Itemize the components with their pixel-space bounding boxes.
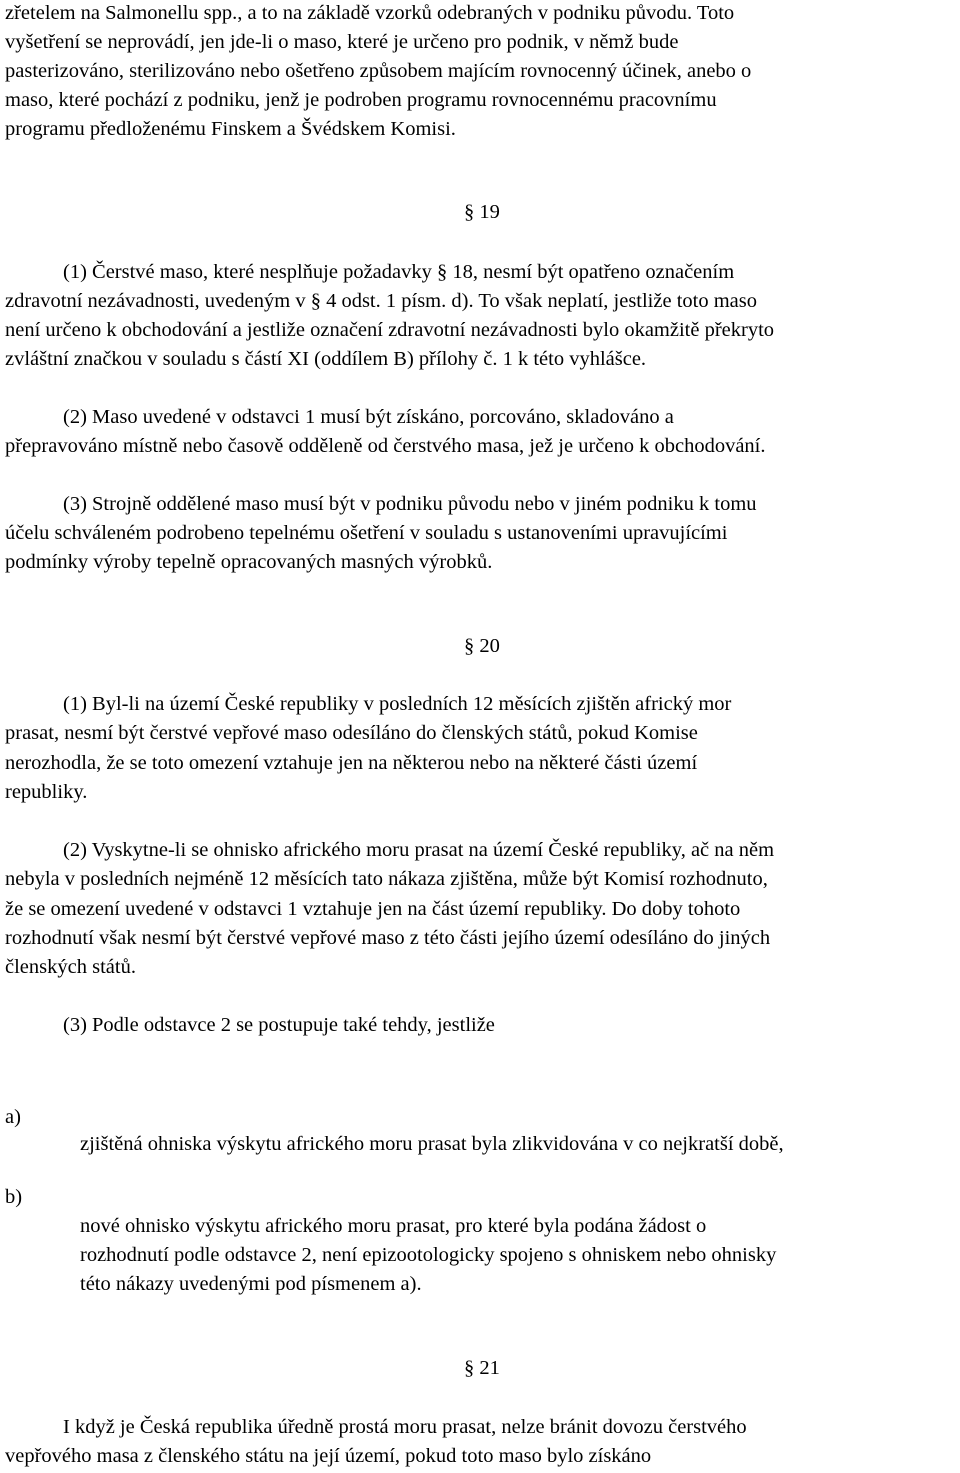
text-line: přepravováno místně nebo časově odděleně od čerstvého masa, jež je určeno k obchodování. bbox=[5, 435, 766, 457]
text-line: (2) Vyskytne-li se ohnisko afrického moru prasat na území České republiky, ač na něm bbox=[63, 839, 775, 861]
text-line: zdravotní nezávadnosti, uvedeným v § 4 odst. 1 písm. d). To však neplatí, jestliže toto maso bbox=[5, 290, 757, 312]
text-line: republiky. bbox=[5, 781, 88, 803]
text-line: vyšetření se neprovádí, jen jde-li o maso, které je určeno pro podnik, v němž bude bbox=[5, 31, 679, 53]
text-line: vepřového masa z členského státu na její území, pokud toto maso bylo získáno bbox=[5, 1445, 652, 1467]
text-line: prasat, nesmí být čerstvé vepřové maso odesíláno do členských států, pokud Komise bbox=[5, 722, 698, 744]
text-line: členských států. bbox=[5, 956, 136, 978]
text-line: pasterizováno, sterilizováno nebo ošetřeno způsobem majícím rovnocenný účinek, anebo o bbox=[5, 60, 752, 82]
text-line: nerozhodla, že se toto omezení vztahuje jen na některou nebo na některé části území bbox=[5, 752, 698, 774]
text-line: (3) Strojně oddělené maso musí být v podniku původu nebo v jiném podniku k tomu bbox=[63, 493, 757, 515]
text-line: podmínky výroby tepelně opracovaných masných výrobků. bbox=[5, 551, 493, 573]
text-line: že se omezení uvedené v odstavci 1 vztahuje jen na část území republiky. Do doby tohoto bbox=[5, 898, 741, 920]
text-line: (2) Maso uvedené v odstavci 1 musí být získáno, porcováno, skladováno a bbox=[63, 406, 674, 428]
text-line: nebyla v posledních nejméně 12 měsících tato nákaza zjištěna, může být Komisí rozhodnuto, bbox=[5, 868, 768, 890]
text-line: nové ohnisko výskytu afrického moru prasat, pro které byla podána žádost o bbox=[80, 1215, 707, 1237]
text-line: (1) Čerstvé maso, které nesplňuje požadavky § 18, nesmí být opatřeno označením bbox=[63, 261, 735, 283]
text-line: I když je Česká republika úředně prostá moru prasat, nelze bránit dovozu čerstvého bbox=[63, 1416, 747, 1438]
text-line: této nákazy uvedenými pod písmenem a). bbox=[80, 1273, 422, 1295]
text-line: účelu schváleném podrobeno tepelnému ošetření v souladu s ustanoveními upravujícími bbox=[5, 522, 728, 544]
text-line: rozhodnutí podle odstavce 2, není epizootologicky spojeno s ohniskem nebo ohnisky bbox=[80, 1244, 777, 1266]
section-heading-21: § 21 bbox=[464, 1357, 500, 1379]
text-line: programu předloženému Finskem a Švédskem Komisi. bbox=[5, 118, 456, 140]
section-heading-20: § 20 bbox=[464, 635, 500, 657]
text-line: maso, které pochází z podniku, jenž je podroben programu rovnocennému pracovnímu bbox=[5, 89, 717, 111]
text-line: rozhodnutí však nesmí být čerstvé vepřové maso z této části jejího území odesíláno do jiných bbox=[5, 927, 771, 949]
text-line: zvláštní značkou v souladu s částí XI (oddílem B) přílohy č. 1 k této vyhlášce. bbox=[5, 348, 647, 370]
section-heading-19: § 19 bbox=[464, 201, 500, 223]
text-line: zřetelem na Salmonellu spp., a to na základě vzorků odebraných v podniku původu. Toto bbox=[5, 2, 735, 24]
text-line: (1) Byl-li na území České republiky v posledních 12 měsících zjištěn africký mor bbox=[63, 693, 732, 715]
text-line: zjištěná ohniska výskytu afrického moru prasat byla zlikvidována v co nejkratší době, bbox=[80, 1133, 784, 1155]
list-marker: b) bbox=[5, 1186, 23, 1208]
text-line: (3) Podle odstavce 2 se postupuje také tehdy, jestliže bbox=[63, 1014, 495, 1036]
text-line: není určeno k obchodování a jestliže označení zdravotní nezávadnosti bylo okamžitě překryto bbox=[5, 319, 775, 341]
list-marker: a) bbox=[5, 1106, 21, 1128]
